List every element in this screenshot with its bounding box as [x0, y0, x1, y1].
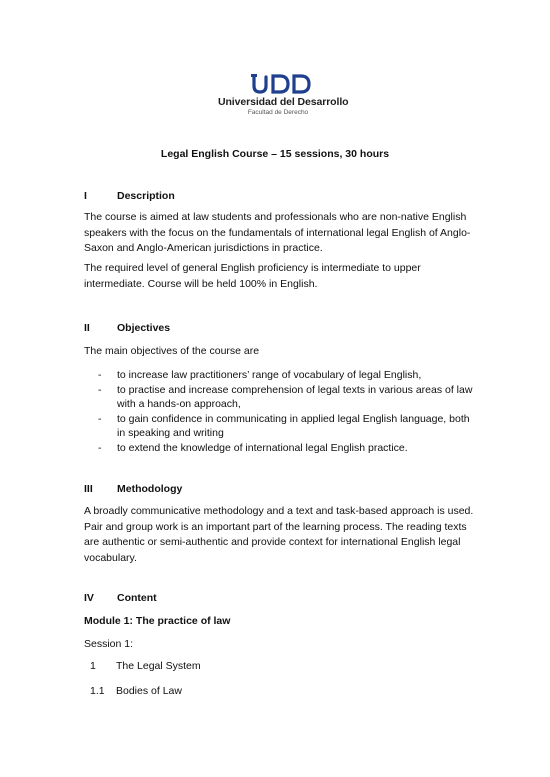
- text-line: vocabulary.: [84, 551, 137, 564]
- section-number: II: [84, 322, 90, 334]
- description-paragraph-1: [84, 210, 476, 257]
- text-line: Pair and group work is an important part of the learning process. The reading texts: [84, 520, 467, 533]
- module-title: Module 1: The practice of law: [84, 615, 231, 627]
- text-line: speakers with the focus on the fundamentals of international legal English of Anglo-: [84, 226, 471, 239]
- text-line: The course is aimed at law students and professionals who are non-native English: [84, 211, 467, 223]
- section-number: IV: [84, 592, 94, 604]
- objectives-intro: [84, 344, 476, 360]
- section-title: Content: [117, 592, 157, 604]
- text-line: The required level of general English proficiency is intermediate to upper: [84, 262, 421, 274]
- logo-university-name: Universidad del Desarrollo: [218, 96, 349, 108]
- udd-logo-icon: [218, 72, 338, 96]
- content-item-1-1: [90, 685, 182, 697]
- text-line: with a hands-on approach,: [117, 398, 241, 410]
- bullet-dash: -: [98, 412, 102, 425]
- section-heading-objectives: [84, 322, 170, 334]
- text-line: to extend the knowledge of international legal English practice.: [117, 441, 408, 454]
- bullet-dash: -: [98, 383, 102, 396]
- text-line: The main objectives of the course are: [84, 345, 260, 357]
- document-title: Legal English Course – 15 sessions, 30 hours: [160, 148, 390, 160]
- item-label: The Legal System: [116, 660, 201, 672]
- list-item: [84, 368, 484, 383]
- text-line: in speaking and writing: [117, 427, 224, 439]
- item-label: Bodies of Law: [116, 685, 182, 697]
- text-line: to gain confidence in communicating in applied legal English language, both: [117, 412, 470, 425]
- objectives-list: [84, 368, 484, 455]
- methodology-paragraph: [84, 504, 476, 566]
- text-line: intermediate. Course will be held 100% in English.: [84, 277, 318, 290]
- text-line: Saxon and Anglo-American jurisdictions in practice.: [84, 242, 323, 254]
- section-number: I: [84, 190, 87, 202]
- section-title: Methodology: [117, 483, 183, 495]
- session-label: Session 1:: [84, 638, 134, 650]
- list-item: [84, 383, 484, 412]
- text-line: to practise and increase comprehension of legal texts in various areas of law: [117, 383, 473, 396]
- text-line: to increase law practitioners’ range of vocabulary of legal English,: [117, 369, 422, 381]
- university-logo: [218, 72, 349, 122]
- section-heading-methodology: [84, 483, 182, 495]
- section-number: III: [84, 483, 93, 495]
- text-line: are authentic or semi-authentic and provide context for international English legal: [84, 536, 461, 548]
- item-number: 1.1: [90, 685, 105, 697]
- section-heading-content: [84, 592, 157, 604]
- list-item: [84, 441, 484, 456]
- list-item: [84, 412, 484, 441]
- section-heading-description: [84, 190, 175, 202]
- bullet-dash: -: [98, 441, 102, 454]
- bullet-dash: -: [98, 369, 102, 381]
- text-line: A broadly communicative methodology and a text and task-based approach is used.: [84, 505, 474, 517]
- item-number: 1: [90, 660, 96, 672]
- logo-faculty-name: Facultad de Derecho: [247, 109, 309, 116]
- section-title: Objectives: [117, 322, 171, 334]
- section-title: Description: [117, 190, 175, 202]
- description-paragraph-2: [84, 261, 476, 292]
- content-item-1: [90, 660, 201, 672]
